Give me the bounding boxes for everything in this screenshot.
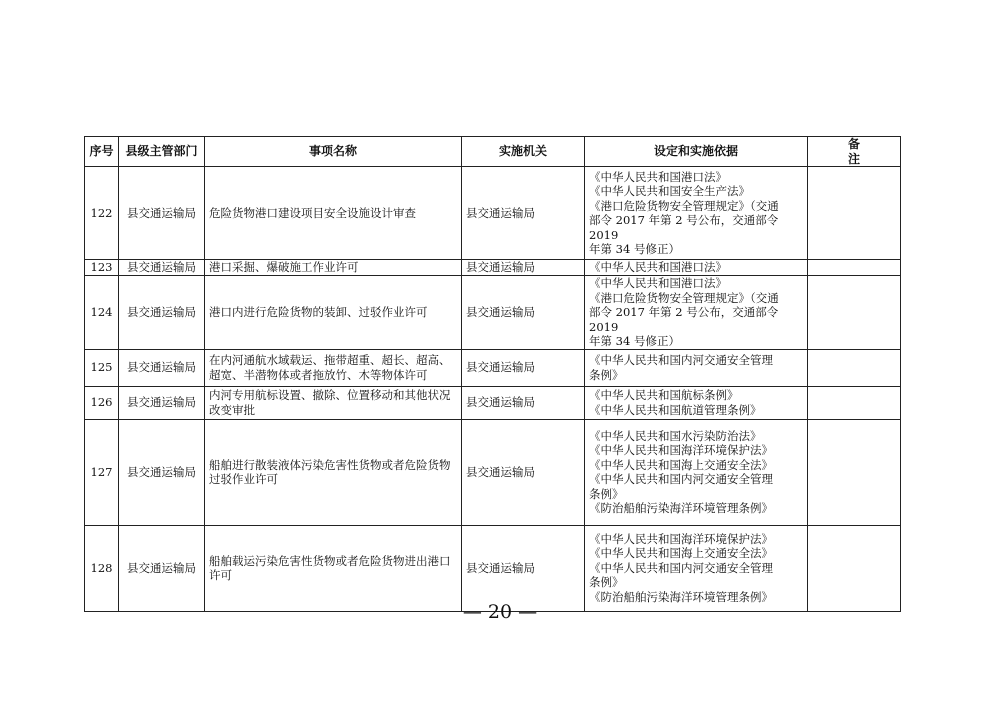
row-agency: 县交通运输局 xyxy=(462,525,585,611)
header-note: 备注 xyxy=(808,137,901,167)
row-item-name: 船舶进行散装液体污染危害性货物或者危险货物过驳作业许可 xyxy=(205,419,462,525)
page-number: — 20 — xyxy=(462,601,538,623)
header-dept: 县级主管部门 xyxy=(119,137,205,167)
basis-line: 条例》 xyxy=(589,575,624,590)
row-agency: 县交通运输局 xyxy=(462,419,585,525)
basis-line: 《中华人民共和国航标条例》 xyxy=(589,388,739,402)
row-number: 128 xyxy=(85,525,119,611)
row-basis xyxy=(585,525,808,611)
row-basis xyxy=(585,167,808,260)
basis-line: 《防治船舶污染海洋环境管理条例》 xyxy=(589,589,773,604)
basis-line: 《中华人民共和国内河交通安全管理 xyxy=(589,560,773,575)
basis-line: 《中华人民共和国海洋环境保护法》 xyxy=(589,443,773,457)
row-number: 127 xyxy=(85,419,119,525)
header-item: 事项名称 xyxy=(205,137,462,167)
row-number: 122 xyxy=(85,167,119,260)
table-body xyxy=(85,167,901,612)
row-item-name: 港口采掘、爆破施工作业许可 xyxy=(205,260,462,276)
row-note xyxy=(808,419,901,525)
row-number: 123 xyxy=(85,260,119,276)
row-basis xyxy=(585,260,808,276)
row-note xyxy=(808,386,901,419)
basis-line: 《中华人民共和国海上交通安全法》 xyxy=(589,546,773,561)
row-item-name: 内河专用航标设置、撤除、位置移动和其他状况改变审批 xyxy=(205,386,462,419)
header-agency: 实施机关 xyxy=(462,137,585,167)
row-note xyxy=(808,167,901,260)
row-basis xyxy=(585,276,808,350)
row-item-name: 在内河通航水域载运、拖带超重、超长、超高、超宽、半潜物体或者拖放竹、木等物体许可 xyxy=(205,349,462,386)
basis-line: 《中华人民共和国港口法》 xyxy=(589,260,727,275)
row-note xyxy=(808,349,901,386)
header-no: 序号 xyxy=(85,137,119,167)
row-note xyxy=(808,260,901,276)
basis-line: 部令 2017 年第 2 号公布，交通部令 2019 xyxy=(589,305,779,334)
row-item-name: 港口内进行危险货物的装卸、过驳作业许可 xyxy=(205,276,462,350)
basis-line: 《中华人民共和国港口法》 xyxy=(589,276,727,290)
row-dept: 县交通运输局 xyxy=(119,260,205,276)
row-agency: 县交通运输局 xyxy=(462,386,585,419)
row-number: 125 xyxy=(85,349,119,386)
basis-line: 《中华人民共和国水污染防治法》 xyxy=(589,428,762,443)
table-header-row xyxy=(85,137,901,167)
row-number: 126 xyxy=(85,386,119,419)
basis-line: 《中华人民共和国海上交通安全法》 xyxy=(589,457,773,472)
row-dept: 县交通运输局 xyxy=(119,276,205,350)
basis-line: 条例》 xyxy=(589,367,624,382)
table-row xyxy=(85,419,901,525)
row-agency: 县交通运输局 xyxy=(462,349,585,386)
row-item-name: 船舶载运污染危害性货物或者危险货物进出港口许可 xyxy=(205,525,462,611)
table-row xyxy=(85,167,901,260)
row-agency: 县交通运输局 xyxy=(462,260,585,276)
row-agency: 县交通运输局 xyxy=(462,167,585,260)
table-row xyxy=(85,276,901,350)
table-row xyxy=(85,349,901,386)
header-basis: 设定和实施依据 xyxy=(585,137,808,167)
table-row xyxy=(85,260,901,276)
row-dept: 县交通运输局 xyxy=(119,167,205,260)
row-dept: 县交通运输局 xyxy=(119,349,205,386)
row-number: 124 xyxy=(85,276,119,350)
basis-line: 《中华人民共和国内河交通安全管理 xyxy=(589,472,773,486)
basis-line: 年第 34 号修正） xyxy=(589,334,680,348)
table-row xyxy=(85,386,901,419)
items-table xyxy=(84,136,901,612)
row-basis xyxy=(585,419,808,525)
basis-line: 《港口危险货物安全管理规定》（交通 xyxy=(589,290,779,305)
basis-line: 年第 34 号修正） xyxy=(589,242,680,256)
row-basis xyxy=(585,349,808,386)
basis-line: 条例》 xyxy=(589,486,624,501)
row-note xyxy=(808,276,901,350)
basis-line: 《防治船舶污染海洋环境管理条例》 xyxy=(589,501,773,515)
table-row xyxy=(85,525,901,611)
row-dept: 县交通运输局 xyxy=(119,419,205,525)
basis-line: 部令 2017 年第 2 号公布，交通部令 2019 xyxy=(589,213,779,242)
row-dept: 县交通运输局 xyxy=(119,525,205,611)
basis-line: 《中华人民共和国海洋环境保护法》 xyxy=(589,531,773,546)
row-basis xyxy=(585,386,808,419)
basis-line: 《中华人民共和国港口法》 xyxy=(589,169,727,184)
basis-line: 《港口危险货物安全管理规定》（交通 xyxy=(589,198,779,213)
basis-line: 《中华人民共和国航道管理条例》 xyxy=(589,402,762,417)
row-note xyxy=(808,525,901,611)
basis-line: 《中华人民共和国内河交通安全管理 xyxy=(589,353,773,367)
row-dept: 县交通运输局 xyxy=(119,386,205,419)
basis-line: 《中华人民共和国安全生产法》 xyxy=(589,184,750,198)
row-item-name: 危险货物港口建设项目安全设施设计审查 xyxy=(205,167,462,260)
row-agency: 县交通运输局 xyxy=(462,276,585,350)
